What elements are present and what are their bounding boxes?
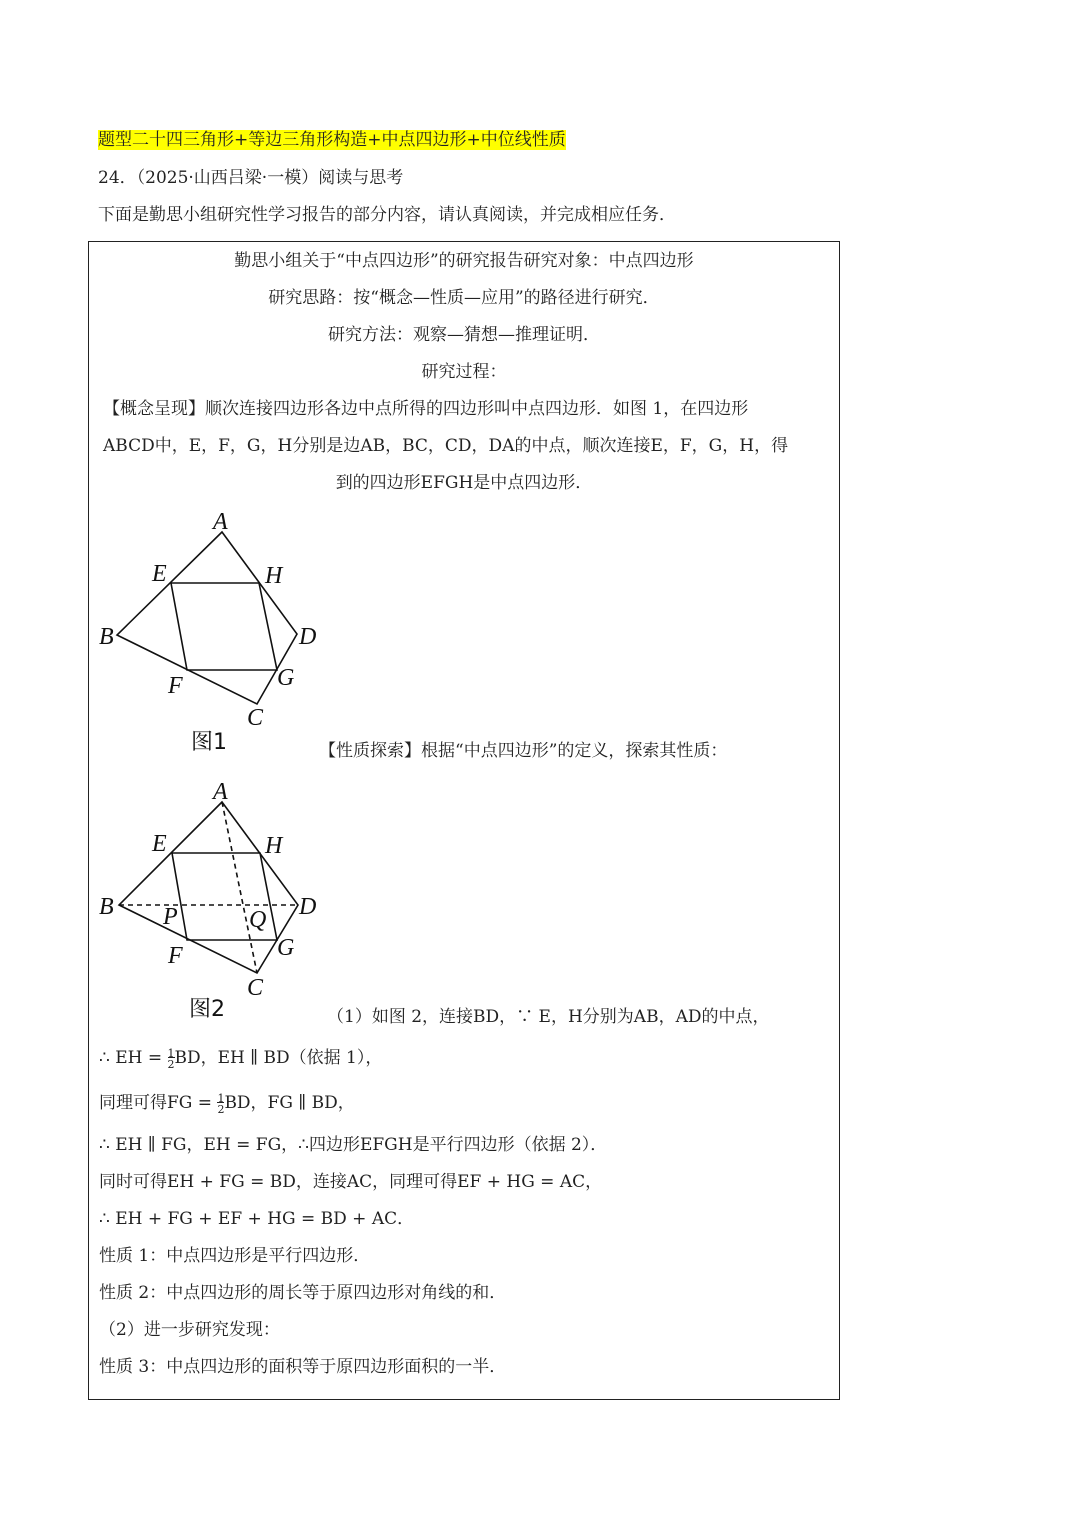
frac-den: 2 (217, 1102, 225, 1116)
label-e: E (152, 831, 167, 857)
label-h: H (265, 833, 283, 859)
label-c: C (247, 705, 264, 731)
frac-num: 1 (217, 1091, 225, 1105)
diagonal-ac (222, 802, 257, 973)
equation-4: 同时可得EH + FG = BD，连接AC，同理可得EF + HG = AC， (99, 1172, 603, 1192)
equation-5: ∴ EH + FG + EF + HG = BD + AC． (99, 1209, 415, 1229)
research-process: 研究过程： (421, 362, 507, 382)
label-a: A (213, 779, 228, 805)
label-f: F (168, 673, 183, 699)
concept-line-3: 到的四边形EFGH是中点四边形． (335, 473, 593, 493)
frac-den: 2 (167, 1057, 175, 1071)
eq2-post: BD，FG ∥ BD， (224, 1093, 355, 1113)
equation-2 (99, 1091, 355, 1115)
property-2: 性质 2：中点四边形的周长等于原四边形对角线的和． (99, 1283, 507, 1303)
fig1-caption: 图1 (191, 730, 227, 755)
label-f: F (168, 943, 183, 969)
eq1-pre: ∴ EH = (99, 1048, 168, 1068)
label-c: C (247, 975, 264, 1001)
explore-text: 【性质探索】根据“中点四边形”的定义，探索其性质： (319, 741, 728, 761)
fraction-half (168, 1048, 175, 1070)
step-2: （2）进一步研究发现： (99, 1320, 280, 1340)
report-box (88, 241, 840, 1400)
research-method: 研究方法：观察—猜想—推理证明． (328, 325, 600, 345)
property-3: 性质 3：中点四边形的面积等于原四边形面积的一半． (99, 1357, 507, 1377)
heading (98, 128, 566, 152)
quad-efgh (171, 583, 277, 670)
question-title: 24．（2025·山西吕梁·一模）阅读与思考 (98, 168, 404, 188)
report-title: 勤思小组关于“中点四边形”的研究报告研究对象：中点四边形 (234, 251, 694, 271)
property-1: 性质 1：中点四边形是平行四边形． (99, 1246, 371, 1266)
label-h: H (265, 563, 283, 589)
label-e: E (152, 561, 167, 587)
figure-2 (89, 772, 389, 1032)
quad-abcd-2 (119, 802, 298, 973)
equation-3: ∴ EH ∥ FG，EH = FG，∴四边形EFGH是平行四边形（依据 2）． (99, 1135, 608, 1155)
quad-abcd (117, 532, 297, 704)
equation-1 (99, 1046, 382, 1070)
label-b: B (99, 894, 114, 920)
step-1: （1）如图 2，连接BD，∵ E，H分别为AB，AD的中点， (327, 1007, 770, 1027)
eq2-pre: 同理可得FG = (99, 1093, 218, 1113)
label-q: Q (249, 907, 267, 933)
label-p: P (163, 904, 178, 930)
eq1-post: BD，EH ∥ BD（依据 1）， (174, 1048, 383, 1068)
intro-text: 下面是勤思小组研究性学习报告的部分内容，请认真阅读，并完成相应任务． (98, 205, 676, 225)
heading-highlight: 题型二十四三角形+等边三角形构造+中点四边形+中位线性质 (98, 130, 566, 150)
label-g: G (277, 935, 295, 961)
fig2-caption: 图2 (189, 997, 225, 1022)
label-a: A (213, 509, 228, 535)
label-d: D (299, 894, 317, 920)
concept-line-1: 【概念呈现】顺次连接四边形各边中点所得的四边形叫中点四边形．如图 1，在四边形 (103, 399, 749, 419)
frac-num: 1 (167, 1046, 175, 1060)
label-b: B (99, 624, 114, 650)
concept-line-2: ABCD中，E，F，G，H分别是边AB，BC，CD，DA的中点，顺次连接E，F，G，H，得 (103, 436, 789, 456)
label-d: D (299, 624, 317, 650)
research-idea: 研究思路：按“概念—性质—应用”的路径进行研究． (268, 288, 660, 308)
label-g: G (277, 665, 295, 691)
